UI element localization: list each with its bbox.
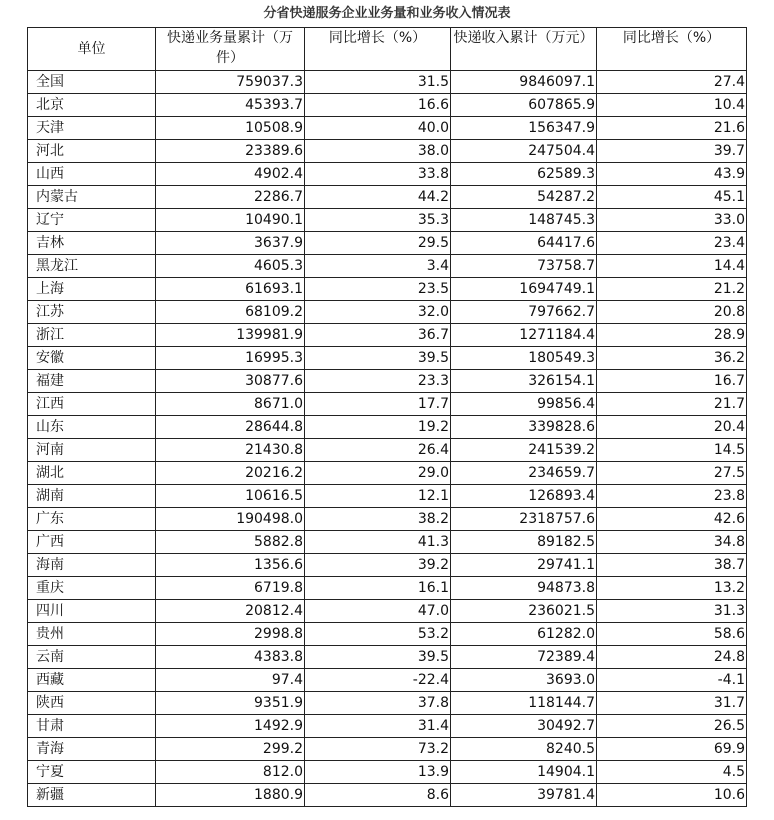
table-row	[28, 485, 747, 508]
volume-growth-cell: 19.2	[305, 416, 451, 439]
table-title: 分省快递服务企业业务量和业务收入情况表	[263, 6, 511, 21]
table-row	[28, 508, 747, 531]
volume-cell: 5882.8	[156, 531, 305, 554]
revenue-growth-cell: 20.8	[597, 301, 747, 324]
revenue-cell: 339828.6	[451, 416, 597, 439]
volume-growth-cell: 36.7	[305, 324, 451, 347]
region-name: 重庆	[28, 577, 156, 600]
revenue-cell: 54287.2	[451, 186, 597, 209]
volume-cell: 1356.6	[156, 554, 305, 577]
revenue-cell: 241539.2	[451, 439, 597, 462]
region-name: 浙江	[28, 324, 156, 347]
volume-cell: 2286.7	[156, 186, 305, 209]
volume-cell: 16995.3	[156, 347, 305, 370]
region-name: 湖南	[28, 485, 156, 508]
volume-growth-cell: 39.5	[305, 347, 451, 370]
volume-growth-cell: 29.5	[305, 232, 451, 255]
region-name: 江西	[28, 393, 156, 416]
volume-growth-cell: 73.2	[305, 738, 451, 761]
region-name: 上海	[28, 278, 156, 301]
volume-growth-cell: 33.8	[305, 163, 451, 186]
volume-cell: 45393.7	[156, 94, 305, 117]
region-name: 福建	[28, 370, 156, 393]
table-row	[28, 232, 747, 255]
revenue-growth-cell: 21.6	[597, 117, 747, 140]
region-name: 全国	[28, 71, 156, 94]
revenue-growth-cell: 23.4	[597, 232, 747, 255]
table-row	[28, 278, 747, 301]
revenue-growth-cell: 16.7	[597, 370, 747, 393]
table-row	[28, 416, 747, 439]
revenue-cell: 126893.4	[451, 485, 597, 508]
region-name: 天津	[28, 117, 156, 140]
header-volume-growth: 同比增长（%）	[305, 28, 451, 71]
table-row	[28, 439, 747, 462]
volume-growth-cell: 40.0	[305, 117, 451, 140]
revenue-growth-cell: 31.3	[597, 600, 747, 623]
revenue-cell: 236021.5	[451, 600, 597, 623]
volume-growth-cell: 53.2	[305, 623, 451, 646]
revenue-growth-cell: 21.7	[597, 393, 747, 416]
table-row	[28, 761, 747, 784]
revenue-growth-cell: 24.8	[597, 646, 747, 669]
table-row	[28, 738, 747, 761]
header-unit: 单位	[28, 28, 156, 71]
revenue-growth-cell: 10.4	[597, 94, 747, 117]
volume-growth-cell: -22.4	[305, 669, 451, 692]
volume-cell: 68109.2	[156, 301, 305, 324]
table-row	[28, 531, 747, 554]
volume-cell: 1880.9	[156, 784, 305, 807]
header-volume: 快递业务量累计（万件）	[156, 28, 305, 71]
volume-cell: 30877.6	[156, 370, 305, 393]
express-stats-table	[27, 27, 747, 807]
revenue-cell: 14904.1	[451, 761, 597, 784]
volume-growth-cell: 39.5	[305, 646, 451, 669]
volume-growth-cell: 35.3	[305, 209, 451, 232]
region-name: 四川	[28, 600, 156, 623]
volume-cell: 4902.4	[156, 163, 305, 186]
region-name: 陕西	[28, 692, 156, 715]
volume-cell: 3637.9	[156, 232, 305, 255]
volume-cell: 61693.1	[156, 278, 305, 301]
revenue-growth-cell: 4.5	[597, 761, 747, 784]
volume-growth-cell: 47.0	[305, 600, 451, 623]
revenue-cell: 8240.5	[451, 738, 597, 761]
table-row	[28, 117, 747, 140]
revenue-cell: 234659.7	[451, 462, 597, 485]
revenue-growth-cell: 36.2	[597, 347, 747, 370]
volume-growth-cell: 37.8	[305, 692, 451, 715]
revenue-cell: 73758.7	[451, 255, 597, 278]
revenue-growth-cell: 42.6	[597, 508, 747, 531]
revenue-growth-cell: 27.5	[597, 462, 747, 485]
region-name: 内蒙古	[28, 186, 156, 209]
volume-cell: 10508.9	[156, 117, 305, 140]
revenue-growth-cell: 10.6	[597, 784, 747, 807]
table-row	[28, 255, 747, 278]
volume-cell: 1492.9	[156, 715, 305, 738]
revenue-cell: 1694749.1	[451, 278, 597, 301]
table-row	[28, 554, 747, 577]
volume-cell: 10490.1	[156, 209, 305, 232]
region-name: 广东	[28, 508, 156, 531]
revenue-growth-cell: 26.5	[597, 715, 747, 738]
table-row	[28, 209, 747, 232]
table-row	[28, 393, 747, 416]
region-name: 北京	[28, 94, 156, 117]
table-row	[28, 784, 747, 807]
revenue-cell: 39781.4	[451, 784, 597, 807]
revenue-growth-cell: 43.9	[597, 163, 747, 186]
region-name: 甘肃	[28, 715, 156, 738]
revenue-growth-cell: 34.8	[597, 531, 747, 554]
revenue-cell: 326154.1	[451, 370, 597, 393]
volume-cell: 8671.0	[156, 393, 305, 416]
revenue-growth-cell: 13.2	[597, 577, 747, 600]
table-row	[28, 370, 747, 393]
revenue-cell: 156347.9	[451, 117, 597, 140]
revenue-cell: 148745.3	[451, 209, 597, 232]
volume-cell: 20812.4	[156, 600, 305, 623]
revenue-cell: 30492.7	[451, 715, 597, 738]
volume-cell: 139981.9	[156, 324, 305, 347]
region-name: 吉林	[28, 232, 156, 255]
revenue-cell: 797662.7	[451, 301, 597, 324]
table-row	[28, 71, 747, 94]
volume-cell: 299.2	[156, 738, 305, 761]
volume-growth-cell: 23.5	[305, 278, 451, 301]
revenue-cell: 64417.6	[451, 232, 597, 255]
table-row	[28, 577, 747, 600]
revenue-cell: 62589.3	[451, 163, 597, 186]
header-row	[28, 28, 747, 71]
revenue-cell: 99856.4	[451, 393, 597, 416]
revenue-growth-cell: 39.7	[597, 140, 747, 163]
volume-cell: 2998.8	[156, 623, 305, 646]
region-name: 广西	[28, 531, 156, 554]
volume-growth-cell: 38.0	[305, 140, 451, 163]
volume-growth-cell: 32.0	[305, 301, 451, 324]
volume-cell: 20216.2	[156, 462, 305, 485]
region-name: 安徽	[28, 347, 156, 370]
volume-cell: 28644.8	[156, 416, 305, 439]
revenue-growth-cell: 27.4	[597, 71, 747, 94]
volume-growth-cell: 38.2	[305, 508, 451, 531]
region-name: 江苏	[28, 301, 156, 324]
table-row	[28, 692, 747, 715]
volume-cell: 21430.8	[156, 439, 305, 462]
region-name: 新疆	[28, 784, 156, 807]
volume-cell: 9351.9	[156, 692, 305, 715]
revenue-growth-cell: 14.5	[597, 439, 747, 462]
revenue-growth-cell: 33.0	[597, 209, 747, 232]
revenue-cell: 94873.8	[451, 577, 597, 600]
table-row	[28, 94, 747, 117]
revenue-growth-cell: 14.4	[597, 255, 747, 278]
revenue-growth-cell: 38.7	[597, 554, 747, 577]
revenue-growth-cell: 69.9	[597, 738, 747, 761]
volume-growth-cell: 16.6	[305, 94, 451, 117]
region-name: 云南	[28, 646, 156, 669]
volume-cell: 10616.5	[156, 485, 305, 508]
revenue-growth-cell: -4.1	[597, 669, 747, 692]
region-name: 山东	[28, 416, 156, 439]
region-name: 贵州	[28, 623, 156, 646]
region-name: 辽宁	[28, 209, 156, 232]
revenue-cell: 72389.4	[451, 646, 597, 669]
volume-growth-cell: 12.1	[305, 485, 451, 508]
revenue-growth-cell: 23.8	[597, 485, 747, 508]
volume-growth-cell: 26.4	[305, 439, 451, 462]
volume-cell: 190498.0	[156, 508, 305, 531]
revenue-cell: 607865.9	[451, 94, 597, 117]
revenue-growth-cell: 21.2	[597, 278, 747, 301]
region-name: 海南	[28, 554, 156, 577]
region-name: 黑龙江	[28, 255, 156, 278]
revenue-cell: 89182.5	[451, 531, 597, 554]
table-row	[28, 347, 747, 370]
volume-growth-cell: 3.4	[305, 255, 451, 278]
revenue-growth-cell: 45.1	[597, 186, 747, 209]
header-revenue: 快递收入累计（万元）	[451, 28, 597, 71]
volume-growth-cell: 17.7	[305, 393, 451, 416]
region-name: 西藏	[28, 669, 156, 692]
volume-cell: 4383.8	[156, 646, 305, 669]
volume-growth-cell: 13.9	[305, 761, 451, 784]
table-row	[28, 186, 747, 209]
region-name: 青海	[28, 738, 156, 761]
header-revenue-growth: 同比增长（%）	[597, 28, 747, 71]
region-name: 河北	[28, 140, 156, 163]
revenue-cell: 61282.0	[451, 623, 597, 646]
volume-growth-cell: 29.0	[305, 462, 451, 485]
revenue-cell: 29741.1	[451, 554, 597, 577]
revenue-cell: 180549.3	[451, 347, 597, 370]
region-name: 河南	[28, 439, 156, 462]
volume-growth-cell: 23.3	[305, 370, 451, 393]
volume-cell: 759037.3	[156, 71, 305, 94]
volume-growth-cell: 8.6	[305, 784, 451, 807]
volume-growth-cell: 39.2	[305, 554, 451, 577]
table-row	[28, 462, 747, 485]
region-name: 湖北	[28, 462, 156, 485]
volume-growth-cell: 31.4	[305, 715, 451, 738]
revenue-cell: 9846097.1	[451, 71, 597, 94]
revenue-growth-cell: 28.9	[597, 324, 747, 347]
volume-growth-cell: 16.1	[305, 577, 451, 600]
table-row	[28, 715, 747, 738]
table-row	[28, 301, 747, 324]
table-row	[28, 324, 747, 347]
table-row	[28, 623, 747, 646]
volume-growth-cell: 31.5	[305, 71, 451, 94]
volume-growth-cell: 41.3	[305, 531, 451, 554]
revenue-growth-cell: 20.4	[597, 416, 747, 439]
revenue-growth-cell: 31.7	[597, 692, 747, 715]
revenue-cell: 118144.7	[451, 692, 597, 715]
table-row	[28, 163, 747, 186]
volume-cell: 6719.8	[156, 577, 305, 600]
table-row	[28, 646, 747, 669]
volume-growth-cell: 44.2	[305, 186, 451, 209]
region-name: 宁夏	[28, 761, 156, 784]
volume-cell: 4605.3	[156, 255, 305, 278]
revenue-growth-cell: 58.6	[597, 623, 747, 646]
revenue-cell: 1271184.4	[451, 324, 597, 347]
table-row	[28, 600, 747, 623]
revenue-cell: 247504.4	[451, 140, 597, 163]
volume-cell: 97.4	[156, 669, 305, 692]
volume-cell: 812.0	[156, 761, 305, 784]
volume-cell: 23389.6	[156, 140, 305, 163]
region-name: 山西	[28, 163, 156, 186]
table-row	[28, 669, 747, 692]
revenue-cell: 3693.0	[451, 669, 597, 692]
table-row	[28, 140, 747, 163]
revenue-cell: 2318757.6	[451, 508, 597, 531]
